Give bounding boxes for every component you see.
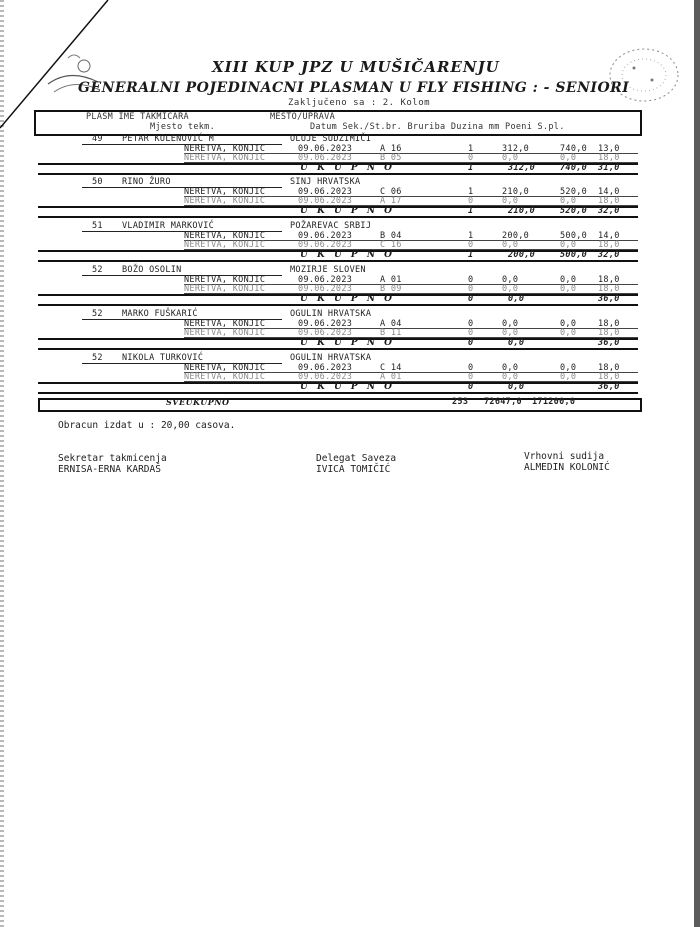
result-fish: 1 (468, 144, 474, 154)
result-location: NERETVA, KONJIC (184, 275, 266, 285)
competitor-club: OGULIN HRVATSKA (290, 309, 372, 319)
total-label: U K U P N O (300, 206, 396, 216)
result-place: 18,0 (598, 153, 620, 163)
competitor-club: OGULIN HRVATSKA (290, 353, 372, 363)
right-stamp-icon (604, 44, 684, 106)
grand-total-label: SVEUKUPNO (166, 397, 230, 407)
result-location: NERETVA, KONJIC (184, 319, 266, 329)
competitor-club: SINJ HRVATSKA (290, 177, 361, 187)
total-place: 36,0 (598, 382, 620, 392)
result-length: 0,0 (502, 328, 519, 338)
total-bottom-line (38, 392, 638, 394)
header-club: MESTO/UPRAVA (270, 112, 336, 122)
header-columns: Datum Sek./St.br. Bruriba Duzina mm Poeni S.pl. (310, 122, 565, 132)
competitor-name: NIKOLA TURKOVIĆ (122, 353, 204, 363)
result-location: NERETVA, KONJIC (184, 153, 266, 163)
result-place: 18,0 (598, 240, 620, 250)
total-bottom-line (38, 260, 638, 262)
result-place: 18,0 (598, 372, 620, 382)
result-sector: B 09 (380, 284, 402, 294)
signature-role-judge: Vrhovni sudija (524, 451, 605, 462)
total-fish: 0 (468, 294, 474, 304)
grand-total-fish: 253 (452, 397, 469, 407)
signature-role-delegate: Delegat Saveza (316, 453, 397, 464)
result-location: NERETVA, KONJIC (184, 328, 266, 338)
concluded-note: Zaključeno sa : 2. Kolom (288, 98, 431, 108)
result-location: NERETVA, KONJIC (184, 231, 266, 241)
result-location: NERETVA, KONJIC (184, 144, 266, 154)
result-sector: A 17 (380, 196, 402, 206)
grand-total-points: 171200,0 (532, 397, 576, 407)
competitor-name: BOŽO OSOLIN (122, 265, 182, 275)
result-date: 09.06.2023 (298, 284, 353, 294)
result-place: 14,0 (598, 231, 620, 241)
result-date: 09.06.2023 (298, 363, 353, 373)
result-sector: B 11 (380, 328, 402, 338)
result-points: 740,0 (560, 144, 588, 154)
competitor-club: OLUJE SUDZIMIČI (290, 134, 372, 144)
result-date: 09.06.2023 (298, 328, 353, 338)
result-date: 09.06.2023 (298, 231, 353, 241)
competitor-name: VLADIMIR MARKOVIĆ (122, 221, 215, 231)
total-place: 31,0 (598, 163, 620, 173)
result-points: 0,0 (560, 363, 577, 373)
result-place: 18,0 (598, 328, 620, 338)
result-date: 09.06.2023 (298, 275, 353, 285)
total-label: U K U P N O (300, 294, 396, 304)
result-sector: A 01 (380, 275, 402, 285)
total-length: 0,0 (508, 338, 525, 348)
result-place: 18,0 (598, 196, 620, 206)
total-length: 0,0 (508, 382, 525, 392)
competitor-place: 49 (92, 134, 103, 144)
result-fish: 0 (468, 275, 474, 285)
total-bottom-line (38, 348, 638, 350)
header-place-name: PLASM IME TAKMIČARA (86, 112, 189, 122)
result-fish: 1 (468, 187, 474, 197)
scan-edge-left (0, 0, 4, 927)
competitor-club: POŽAREVAC SRBIJ (290, 221, 372, 231)
signature-role-secretary: Sekretar takmicenja (58, 453, 167, 464)
result-place: 14,0 (598, 187, 620, 197)
total-label: U K U P N O (300, 250, 396, 260)
result-date: 09.06.2023 (298, 196, 353, 206)
result-length: 0,0 (502, 153, 519, 163)
result-date: 09.06.2023 (298, 144, 353, 154)
result-points: 500,0 (560, 231, 588, 241)
result-points: 0,0 (560, 328, 577, 338)
competitor-name: PETAR KULENOVIĆ M (122, 134, 215, 144)
total-label: U K U P N O (300, 163, 396, 173)
total-bottom-line (38, 216, 638, 218)
signature-name-delegate: IVICA TOMIČIĆ (316, 464, 391, 475)
result-sector: B 04 (380, 231, 402, 241)
result-place: 18,0 (598, 319, 620, 329)
result-points: 0,0 (560, 319, 577, 329)
result-fish: 1 (468, 231, 474, 241)
result-fish: 0 (468, 284, 474, 294)
result-location: NERETVA, KONJIC (184, 284, 266, 294)
result-date: 09.06.2023 (298, 153, 353, 163)
result-location: NERETVA, KONJIC (184, 372, 266, 382)
result-sector: C 14 (380, 363, 402, 373)
total-points: 520,0 (560, 206, 588, 216)
result-fish: 0 (468, 319, 474, 329)
competitor-name: MARKO FUŠKARIĆ (122, 309, 198, 319)
result-points: 0,0 (560, 196, 577, 206)
total-fish: 1 (468, 250, 474, 260)
result-date: 09.06.2023 (298, 372, 353, 382)
total-bottom-line (38, 304, 638, 306)
competitor-place: 52 (92, 353, 103, 363)
scan-edge-right (694, 0, 700, 927)
result-location: NERETVA, KONJIC (184, 196, 266, 206)
result-length: 200,0 (502, 231, 530, 241)
total-fish: 0 (468, 338, 474, 348)
signature-name-judge: ALMEDIN KOLONIĆ (524, 462, 610, 473)
total-place: 36,0 (598, 338, 620, 348)
result-length: 0,0 (502, 319, 519, 329)
document-title: XIII KUP JPZ U MUŠIČARENJU (212, 58, 500, 76)
total-place: 32,0 (598, 250, 620, 260)
total-label: U K U P N O (300, 382, 396, 392)
result-length: 312,0 (502, 144, 530, 154)
result-length: 0,0 (502, 284, 519, 294)
result-location: NERETVA, KONJIC (184, 363, 266, 373)
total-length: 210,0 (508, 206, 536, 216)
result-fish: 0 (468, 363, 474, 373)
competitor-place: 52 (92, 309, 103, 319)
total-bottom-line (38, 173, 638, 175)
result-length: 0,0 (502, 240, 519, 250)
result-place: 18,0 (598, 284, 620, 294)
header-location: Mjesto tekm. (150, 122, 216, 132)
result-length: 210,0 (502, 187, 530, 197)
total-place: 32,0 (598, 206, 620, 216)
result-length: 0,0 (502, 363, 519, 373)
competitor-place: 52 (92, 265, 103, 275)
result-fish: 0 (468, 328, 474, 338)
total-length: 0,0 (508, 294, 525, 304)
result-location: NERETVA, KONJIC (184, 240, 266, 250)
total-label: U K U P N O (300, 338, 396, 348)
result-points: 0,0 (560, 284, 577, 294)
total-fish: 1 (468, 206, 474, 216)
result-place: 18,0 (598, 363, 620, 373)
result-location: NERETVA, KONJIC (184, 187, 266, 197)
result-points: 520,0 (560, 187, 588, 197)
competitor-name: RINO ŽURO (122, 177, 171, 187)
result-sector: C 06 (380, 187, 402, 197)
result-place: 18,0 (598, 275, 620, 285)
result-points: 0,0 (560, 153, 577, 163)
result-length: 0,0 (502, 196, 519, 206)
result-points: 0,0 (560, 372, 577, 382)
result-fish: 0 (468, 153, 474, 163)
total-place: 36,0 (598, 294, 620, 304)
result-fish: 0 (468, 240, 474, 250)
competitor-club: MOZIRJE SLOVEN (290, 265, 366, 275)
result-fish: 0 (468, 196, 474, 206)
result-date: 09.06.2023 (298, 319, 353, 329)
result-length: 0,0 (502, 275, 519, 285)
total-fish: 0 (468, 382, 474, 392)
result-sector: A 16 (380, 144, 402, 154)
competitor-place: 50 (92, 177, 103, 187)
total-fish: 1 (468, 163, 474, 173)
grand-total-length: 72647,0 (484, 397, 522, 407)
result-sector: C 16 (380, 240, 402, 250)
result-place: 13,0 (598, 144, 620, 154)
result-date: 09.06.2023 (298, 240, 353, 250)
total-points: 500,0 (560, 250, 588, 260)
result-sector: A 01 (380, 372, 402, 382)
signature-name-secretary: ERNISA-ERNA KARDAŠ (58, 464, 161, 475)
result-points: 0,0 (560, 275, 577, 285)
result-points: 0,0 (560, 240, 577, 250)
result-sector: B 05 (380, 153, 402, 163)
issued-note: Obracun izdat u : 20,00 casova. (58, 420, 236, 431)
result-date: 09.06.2023 (298, 187, 353, 197)
total-points: 740,0 (560, 163, 588, 173)
competitor-place: 51 (92, 221, 103, 231)
result-length: 0,0 (502, 372, 519, 382)
total-length: 200,0 (508, 250, 536, 260)
total-length: 312,0 (508, 163, 536, 173)
result-sector: A 04 (380, 319, 402, 329)
result-fish: 0 (468, 372, 474, 382)
document-subtitle: GENERALNI POJEDINACNI PLASMAN U FLY FISHING : - SENIORI (78, 80, 630, 96)
